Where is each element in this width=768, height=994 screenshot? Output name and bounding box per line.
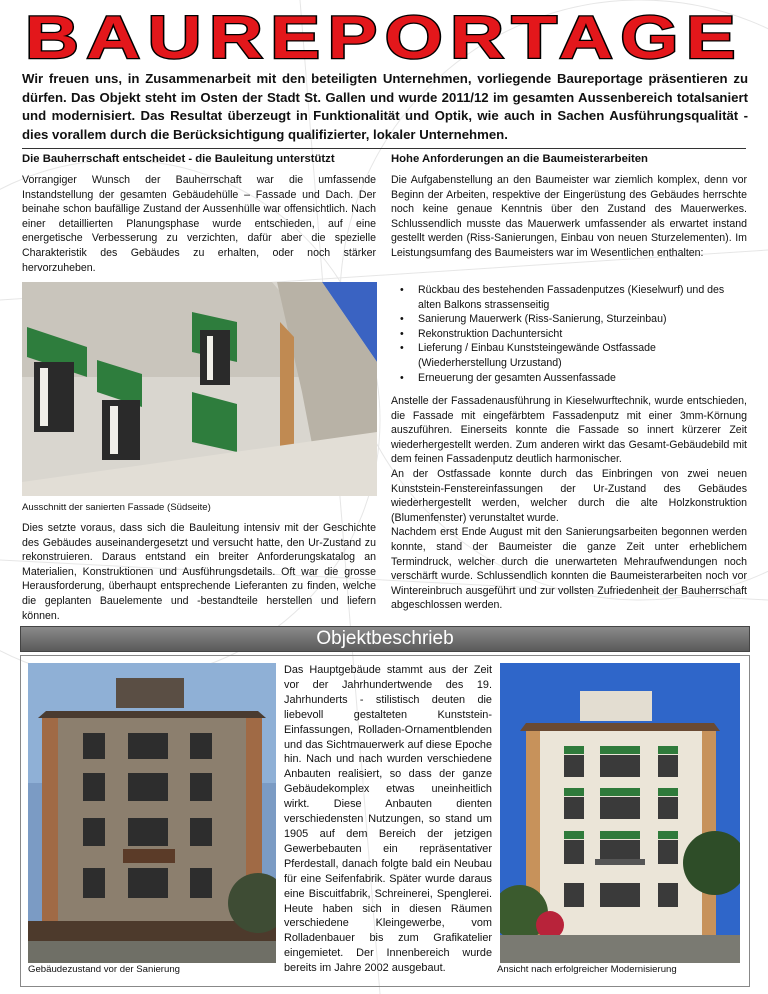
right-para-2: Anstelle der Fassadenausführung in Kieselwurftechnik, wurde entschieden, die Fassade mit eingefärbtem Fassadenputz mit einer 3mm-Körnung auszuführen. Einerseits konnte die Fassade so innert kürzerer Zeit wiederhergestellt werden. Zum anderen wirkt das Gesamt-Gebäudebild mit dem feinen Fassadenputz deutlich harmonischer. An der Ostfassade konnte durch das Einbringen von zwei neuen Kunststein-Fenstereinfassungen der Ur-Zustand des Gebäudes wiederhergestellt werden, welcher durch die alte Holzkonstruktion (Blumenfenster) verunstaltet wurde. Nachdem erst Ende August mit den Sanierungsarbeiten begonnen werden konnte, stand der Baumeister die ganze Zeit unter erheblichem Termindruck, welcher durch die unerwarteten Mehraufwendungen noch verschärft wurde. Schlussendlich konnten die Baumeisterarbeiten noch vor Wintereinbruch ausgeführt und zur vollsten Zufriedenheit der Bauherrschaft abgeschlossen werden. — [391, 395, 747, 612]
masthead-logo — [22, 8, 746, 66]
intro-text: Wir freuen uns, in Zusammenarbeit mit den beteiligten Unternehmen, vorliegende Baureportage präsentieren zu dürfen. Das Objekt steht im Osten der Stadt St. Gallen und wurde 2011/12 im gesamten Aussenbereich totalsaniert und modernisiert. Das Resultat überzeugt in Funktionalität und Optik, wie auch in Sachen Ausführungsqualität - dies vorallem durch die Berücksichtigung qualifizierter, lokaler Unternehmen. — [22, 71, 748, 142]
before-caption: Gebäudezustand vor der Sanierung — [28, 964, 181, 975]
masthead — [22, 8, 746, 66]
right-heading: Hohe Anforderungen an die Baumeisterarbeiten — [391, 153, 648, 165]
divider — [22, 148, 746, 149]
left-heading: Die Bauherrschaft entscheidet - die Bauleitung unterstützt — [22, 153, 335, 165]
facade-detail-caption: Ausschnitt der sanierten Fassade (Südseite) — [22, 502, 211, 513]
after-photo — [500, 663, 740, 963]
list-item: • Rückbau des bestehenden Fassadenputzes (Kieselwurf) und des alten Balkons strassenseitig — [400, 284, 725, 311]
after-caption: Ansicht nach erfolgreicher Modernisierung — [497, 964, 677, 975]
list-item: • Rekonstruktion Dachuntersicht — [400, 327, 563, 340]
left-para-2: Dies setzte voraus, dass sich die Bauleitung intensiv mit der Geschichte des Gebäudes auseinandergesetzt und versucht hatte, den Ur-Zustand zu rekonstruieren. Daraus entstand ein breiter Anforderungskatalog an Materialien, Konstruktionen und Ausführungsdetails. Oft war die grosse Herausforderung, überhaupt entsprechende Lieferanten zu finden, welche die geplanten Bauelemente und -bestandteile herstellen und liefern können. — [22, 522, 376, 622]
objekt-text: Das Hauptgebäude stammt aus der Zeit vor der Jahrhundertwende des 19. Jahrhunderts - stilistisch deuten die liebevoll gestalteten Kunststein-Einfassungen, Rolladen-Ornamentblenden und das Sichtmauerwerk auf diese Epoche hin. Nach und nach wurden verschiedene Anbauten realisiert, so dass der ganze Gebäudekomplex etwas uneinheitlich wirkt. Diese Anbauten dienten verschiedensten Nutzungen, so stand um 1905 auf dem Bereich der jetzigen Gewerbebauten ein repräsentativer Pferdestall, danach folgte bald ein Neubau für eine Seifenfabrik. Später wurde daraus eine Biscuitfabrik, Schreinerei, Spenglerei. Heute haben sich in diesen Räumen verschiedene Kleingewerbe, vom Rolladenbauer bis zum Grafikatelier eingemietet. Der Innenbereich wurde bereits im Jahre 2002 ausgebaut. — [284, 664, 492, 975]
list-item: • Lieferung / Einbau Kunststeingewände Ostfassade (Wiederherstellung Urzustand) — [400, 342, 656, 369]
masthead-title: BAUREPORTAGE — [25, 8, 743, 66]
left-para-1: Vorrangiger Wunsch der Bauherrschaft war die umfassende Instandstellung der gesamten Gebäudehülle – Fassade und Dach. Der beinahe schon baufällige Zustand der Aussenhülle war offensichtlich. Nach einer detaillierten Planungsphase wurde entschieden, auf eine energetische Verbesserung zu verzichten, dafür aber die spezielle Charakteristik des Gebäudes zu erhalten, oder noch stärker hervorzuheben. — [22, 174, 376, 274]
list-item: • Erneuerung der gesamten Aussenfassade — [400, 371, 616, 384]
facade-detail-photo — [22, 282, 377, 496]
section-banner: Objektbeschrieb — [20, 626, 750, 652]
requirements-list — [391, 283, 747, 385]
list-item: • Sanierung Mauerwerk (Riss-Sanierung, Sturzeinbau) — [400, 313, 667, 326]
right-para-1: Die Aufgabenstellung an den Baumeister war ziemlich komplex, denn vor Beginn der Arbeiten, respektive der Eingerüstung des Gebäudes herrschte noch keine genaue Kenntnis über den Zustand des Mauerwerkes. Schlussendlich musste das Mauerwerk umfassender als erwartet instand gestellt werden (Riss-Sanierungen, Einbau von neuen Sturzelementen). Im Leistungsumfang des Baumeisters war im Wesentlichen enthalten: — [391, 174, 747, 259]
before-photo — [28, 663, 276, 963]
